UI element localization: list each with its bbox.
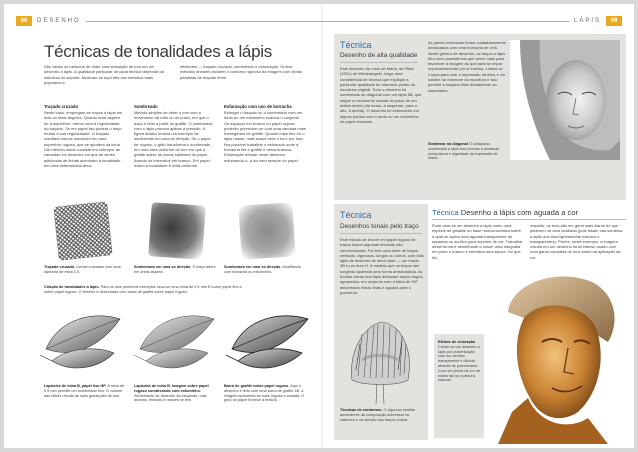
leaf-caption-2: Lapiseira de mina B, imagem sobre papel rugoso sombreando com esfuminho. Semelhante ao desenho da esquerda, mas aromas, texturas e realces se tem. xyxy=(134,384,209,403)
box1-text2: As partes luminosas foram cuidadosamente destacadas com uma borracha de vinil. Neste gênero de desenho, os traços a lápis têm uma consistência que serve mais para favorecer a imagem do que para se impor expressivamente por si mesma. Linhas se o lápis para criar a impressão da tinta, e da solidez do mármore da escultura e isso permite à imagem falar diretamente ao espectador. xyxy=(428,40,506,93)
intro-text-1: São vários os métodos de obter uma sensação de tom em um desenho a lápis. A qualidade particular de cada técnica depende da natureza do suporte. Mostram-se aqui três dos métodos mais populares e xyxy=(44,64,164,85)
bust-drawing xyxy=(488,272,628,444)
leaf-drawing-2 xyxy=(134,316,214,368)
col2-heading: Sombreado xyxy=(134,104,158,109)
box2-title: Técnica xyxy=(340,210,372,220)
leaf-caption-1: Lapiseira de mina B, papel liso HP. A mina de 0,5 mm permite um sombreado fino. O volume das folhas resulta de sutis gradações de tom. xyxy=(44,384,125,398)
swatch-shading xyxy=(148,202,206,260)
page-title: Técnicas de tonalidades a lápis xyxy=(44,42,272,61)
page-gutter xyxy=(321,4,323,448)
box1-rule xyxy=(340,62,418,63)
tree-drawing xyxy=(342,320,420,404)
swatch-caption-2: Sombreado em uma só direção. O traço adere em áreas áspera. xyxy=(134,265,216,274)
intro-text-2: eficientes — traçado cruzado, sombreado e esfumação. Outros métodos lineares incluem o contorno rigoroso da imagem com linhas paralelas de traçado firme. xyxy=(180,64,303,80)
right-section-name: LÁPIS xyxy=(573,18,601,24)
box1-text: Este desenho de rosto de Maria, da Pietà (1501) de Michelangelo, exige uma consistência de técnica que explique a particular qualidade do mármore polido da escultura original. Todo o desenho foi sombreado ao diagonal com um lápis 6B, que segue o movimento natural do pulso de um artista destro (da fundo, à esquerda, para o alto, à direita). O desenho foi esfumando em alguns pontos com o dedo ou um esfuminho de papel enrolado. xyxy=(340,66,422,124)
leaf-drawing-3 xyxy=(226,316,308,368)
box2-text: Este estudo de árvore em papel rugoso de traços fazem algumas técnicas não convencionais. Foi feito uma série de traços verticais, vigorosos, longos ou curtos, com dois lápis de desenho de mina clara — um macio 4B e um duro H. A medida que os traços iam surgindo aparecia uma forma arredondada. As bordas claras dos lápis deixaram traços largos, agrupados, em conjunto com a folha de 90º, desenhado linhas finas e agudas para o pormenor. xyxy=(340,237,424,295)
left-page-header xyxy=(16,14,334,28)
box1-caption: Sombrear na diagonal O cuidadoso sombreado a lápis traz intenso a recatada compostura e dignidade da expressão de Maria. xyxy=(428,142,499,161)
box2-caption: Técnicas de contornos. O vigoroso sentido ascendente da composição sobressai na natureza e na direção dos traços a lápis. xyxy=(340,408,416,422)
box3-text-1: Pode usar-se um desenho a lápis como uma espécie de grisaille ou base monocromática sobre a qual se aplica uma aguada transparente de aquarela ou acrílico para imprimir de cor. Trabalhar desta forma é semelhante a colorir uma fotografia em preto e branco e relembra uma época. No que diz xyxy=(432,223,523,260)
leaf-intro-caption: Criação de tonalidades a lápis. Para os dois primeiros exemplos usou-se uma mina de 0,5 mm B sobre papel fino e sobre papel rugoso. O terceiro é desenhado com barra de grafite sobre papel rugoso. xyxy=(44,285,242,294)
book-spread xyxy=(4,4,634,448)
swatch-crosshatch xyxy=(53,201,112,260)
header-rule xyxy=(319,21,569,22)
box2-rule xyxy=(340,233,422,234)
leaf-drawing-1 xyxy=(40,316,120,368)
box3-caption: Efeitos de coloração Colore-se um desenho a lápis por pulverização com cor acrílica transparente e diluída através de pulverizador. Com um pincel de cor de marta faz-se a pintura manual. xyxy=(438,340,481,383)
box3-title: Técnica Desenho a lápis com aguada a cor xyxy=(432,208,579,217)
col1-text: Neste caso, empregam-se traços a lápis em dois ou mais ângulos. Quanto mais áspera for a superfície, menor será a regularidade do traçado. Se em papel liso poderá o traço mudar a sua regularidade. O traçado resultará menos mecânico em uma superfície rugosa, que se apodera da linha. Um método usual consiste em sobrepor as camadas em desenho em que as séries adicionais de linhas acentuam a tonalidade em uma determinada área. xyxy=(44,110,123,168)
leaf-caption-3: Barra de grafite sobre papel rugoso. Aqui o desenho é feito com uma barra de grafite 4B; a imagem apresenta-se mais rugosa e variada. O grão do papel fornece a textura. xyxy=(224,384,305,403)
box2-subtitle: Desenhos tonais pelo traço xyxy=(340,223,419,230)
box1-subtitle: Desenho de alta qualidade xyxy=(340,52,418,59)
col3-text: Esfregar o traçado ou o sombreado com um dedo ou um esfuminho suaviza o conjunto. Os espaços em branco no papel rugoso poderão preencher-se com uma camada mais homogênea de grafite. Quanto mais fino for o lápis usado, mais suave será o tom; por isso fica possível trabalhar o esfumado onde a borracha tira o grafite e deixa brancos. Esfumação efetuar neste desenho, esfumando-o: a luz vem sempre do papel. xyxy=(224,110,306,163)
leaf-drawings xyxy=(40,309,316,377)
swatch-blending xyxy=(238,202,296,260)
left-section-name: DESENHO xyxy=(37,18,81,24)
swatch-caption-1: Traçado cruzado. Linhas cruzadas com uma lapiseira de mina 0,5. xyxy=(44,265,121,274)
col2-text: Método simples de obter o tom com o movimento da mão ou do pulso, em que o traço é feito a partir do grafite. O sombreado com o lápis procura aplicar a pressão. A figura abaixo mostra um exemplo de sombreado em uma só direção. Se o papel for rugoso, o grão transforma o sombreado em uma área uniforme de tom em que a grafite adere às zonas salientes do papel, ficando os intervalos em branco. Em papel macio a tonalidade é mais uniforme. xyxy=(134,110,213,168)
right-page-header xyxy=(319,14,622,28)
box3-rule xyxy=(432,219,626,220)
box1-title: Técnica xyxy=(340,40,372,50)
right-page-number: 69 xyxy=(606,16,622,26)
swatch-caption-3: Sombreado em uma só direção. Modificado com borracha ou esfuminho. xyxy=(224,265,301,274)
box3-text-2: respeito, os tons são em geral mais claros do que parecem na obra acabada (pois frisam nas sombras a ação dos tons ligeiramente escuros e transparentes). Porém, neste exemplo, a imagem resulta em um desenho tonal intenso usado com uma gama completa de tons antes da aplicação da cor. xyxy=(530,223,623,260)
pieta-drawing xyxy=(510,40,620,160)
left-page-number: 66 xyxy=(16,16,32,26)
header-rule xyxy=(86,21,334,22)
col3-heading: Esfumação com uso de borracha xyxy=(224,104,292,109)
col1-heading: Traçado cruzado xyxy=(44,104,79,109)
